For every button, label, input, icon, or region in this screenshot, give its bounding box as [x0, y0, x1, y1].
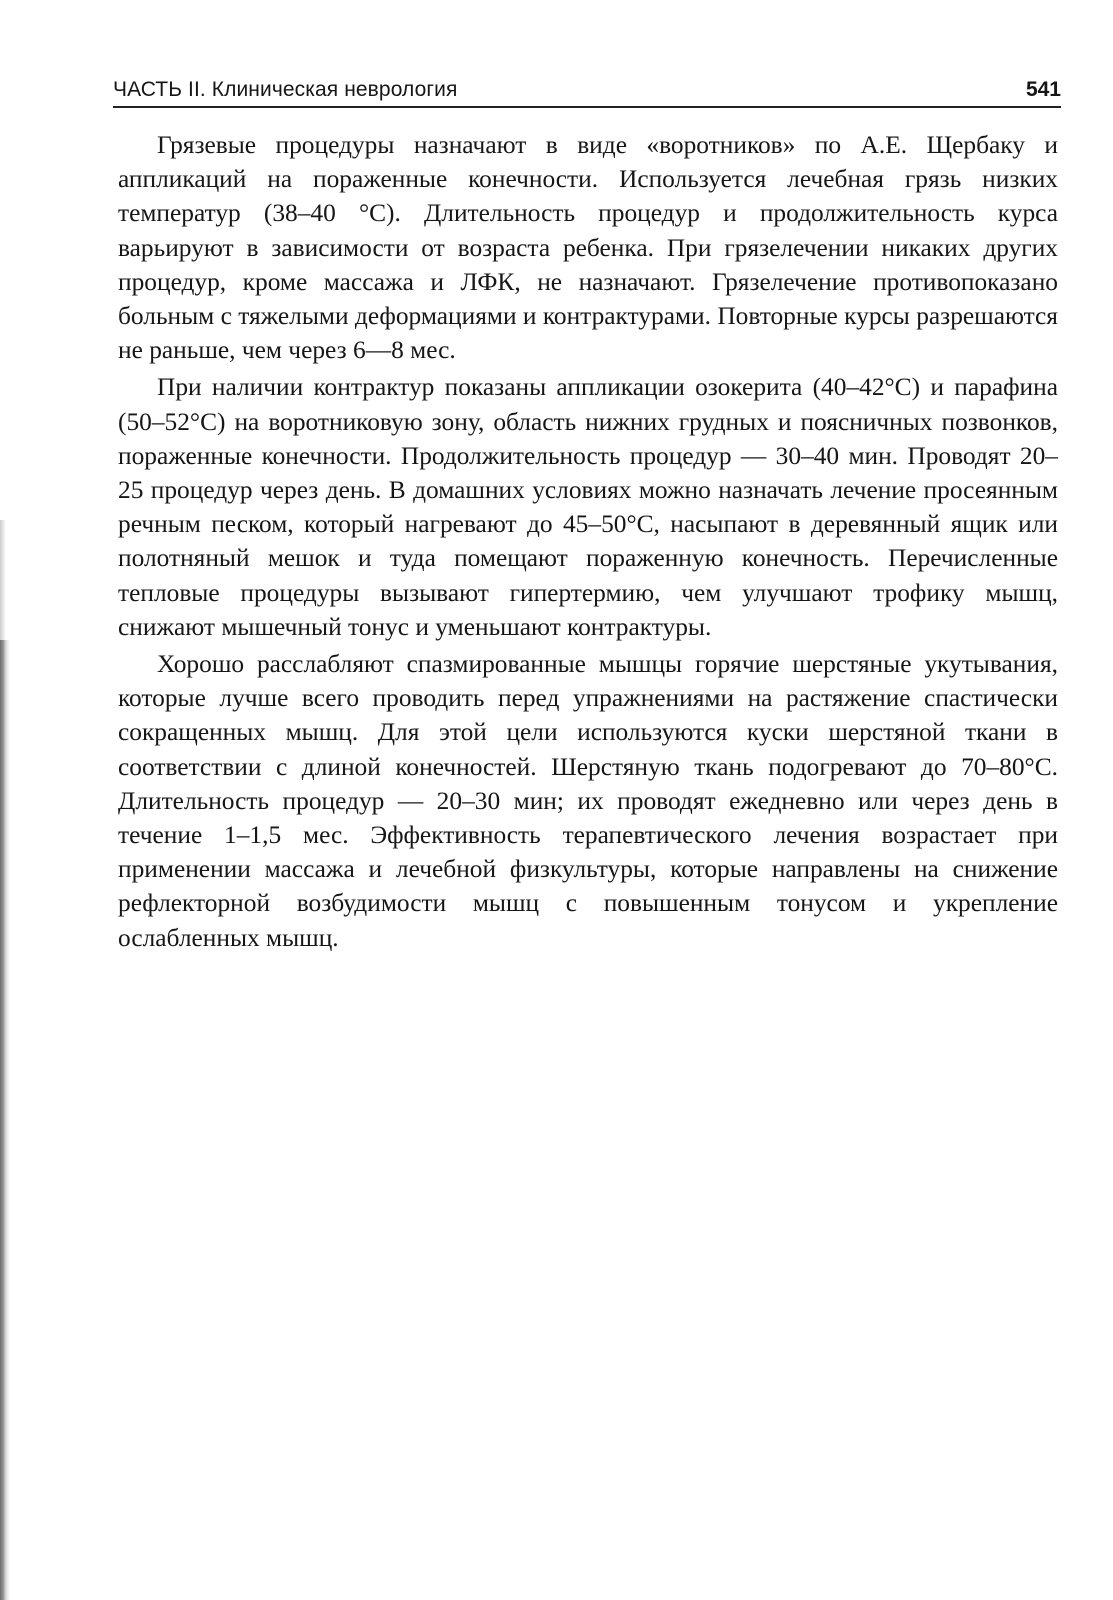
- paragraph-wool-wraps: Хорошо расслабляют спазмированные мышцы горячие шерстяные укутывания, которые лучше всего проводить перед упражнениями на растяжение спастически сокращенных мышц. Для этой цели используются куски шерстяной ткани в соответствии с длиной конечностей. Шерстяную ткань подогревают до 70–80°С. Длительность процедур — 20–30 мин; их проводят ежедневно или через день в течение 1–1,5 мес. Эффективность терапевтического лечения возрастает при применении массажа и лечебной физкультуры, которые направлены на снижение рефлекторной возбудимости мышц с повышенным тонусом и укрепление ослабленных мышц.: [118, 650, 1058, 952]
- paragraph-mud-therapy: Грязевые процедуры назначают в виде «воротников» по А.Е. Щербаку и аппликаций на пораженные конечности. Используется лечебная грязь низких температур (38–40 °С). Длительность процедур и продолжительность курса варьируют в зависимости от возраста ребенка. При грязелечении никаких других процедур, кроме массажа и ЛФК, не назначают. Грязелечение противопоказано больным с тяжелыми деформациями и контрактурами. Повторные курсы разрешаются не раньше, чем через 6—8 мес.: [118, 131, 1058, 365]
- body-text: [118, 128, 1058, 958]
- running-title: ЧАСТЬ II. Клиническая неврология: [113, 78, 458, 101]
- scan-binding-shadow: [0, 640, 10, 1600]
- running-header: [113, 74, 1061, 108]
- page-number: 541: [1025, 78, 1061, 101]
- scan-shadow-top: [0, 520, 6, 640]
- paragraph-ozokerite-paraffin: При наличии контрактур показаны аппликации озокерита (40–42°С) и парафина (50–52°С) на воротниковую зону, область нижних грудных и поясничных позвонков, пораженные конечности. Продолжительность процедур — 30–40 мин. Проводят 20–25 процедур через день. В домашних условиях можно назначать лечение просеянным речным песком, который нагревают до 45–50°С, насыпают в деревянный ящик или полотняный мешок и туда помещают пораженную конечность. Перечисленные тепловые процедуры вызывают гипертермию, чем улучшают трофику мышц, снижают мышечный тонус и уменьшают контрактуры.: [118, 373, 1058, 641]
